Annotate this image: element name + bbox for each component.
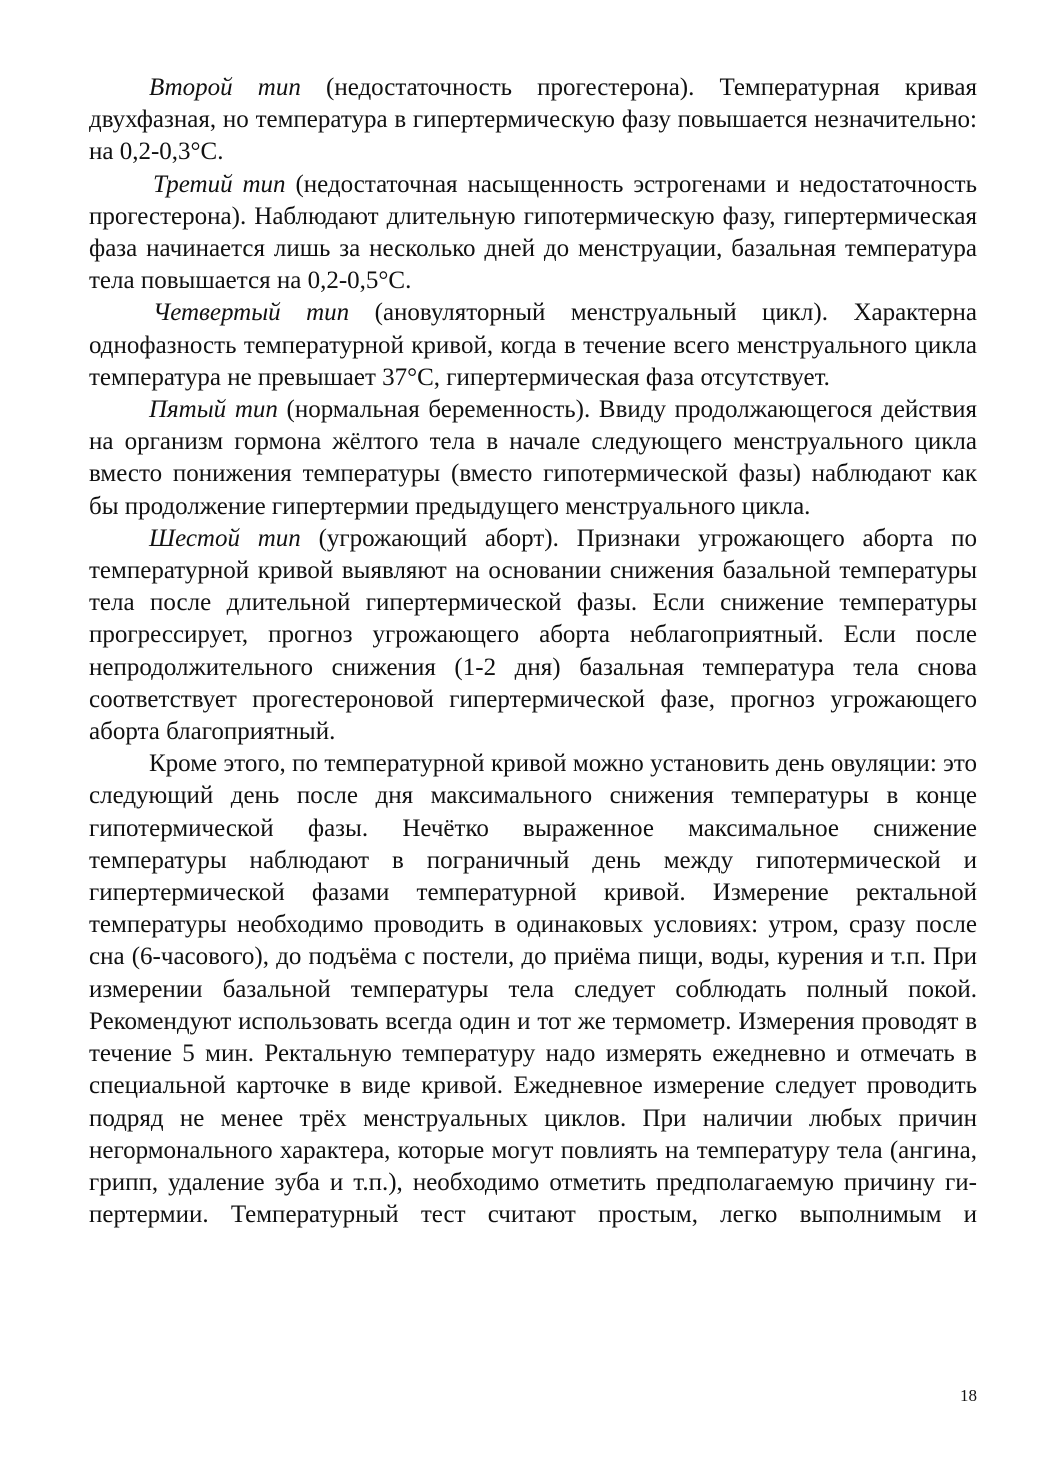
paragraph-body: (недостаточность прогестерона). Температурная кривая двухфазная, но температура в гипертермическую фазу повышается незначительно: на 0,2-0,3°С. bbox=[89, 74, 977, 166]
paragraph-type-6 bbox=[89, 523, 977, 748]
type-label: Шестой тип bbox=[149, 524, 301, 552]
paragraph-type-2 bbox=[89, 72, 977, 169]
type-label: Четвертый тип bbox=[153, 299, 350, 327]
paragraph-type-5 bbox=[89, 394, 977, 523]
body-text bbox=[89, 72, 977, 1231]
type-label: Второй тип bbox=[149, 74, 301, 101]
paragraph-body: (угрожающий аборт). Признаки угрожающего аборта по температурной кривой выявляют на основании снижения базальной температуры тела после длительной гипертермической фазы. Если снижение температуры прогрессирует, прогноз угрожающего аборта неблагоприятный. Если после непродолжительного снижения (1-2 дня) базальная температура тела снова соответствует прогестероновой гипертермической фазе, прогноз угрожающего аборта благоприятный. bbox=[89, 524, 978, 746]
paragraph-body: (ановуляторный менструальный цикл). Характерна однофазность температурной кривой, когда в течение всего менструального цикла температура не превышает 37°С, гипертермическая фаза отсутствует. bbox=[89, 299, 977, 391]
paragraph-body: (недостаточная насыщенность эстрогенами и недостаточность прогестерона). Наблюдают длительную гипотермическую фазу, гипертермическая фаза начинается лишь за несколько дней до менструации, базальная температура тела повышается на 0,2-0,5°С. bbox=[89, 170, 977, 295]
paragraph-type-3 bbox=[89, 169, 977, 298]
paragraph-body: Кроме этого, по температурной кривой можно установить день овуляции: это следующий день после дня максимального снижения температуры в конце гипотермической фазы. Нечётко выраженное максимальное снижение температуры наблюдают в пограничный день между гипотермической и гипертермической фазами температурной кривой. Измерение ректальной температуры необходимо проводить в одинаковых условиях: утром, сразу после сна (6-часового), до подъёма с постели, до приёма пищи, воды, курения и т.п. При измерении базальной температуры тела следует соблюдать полный покой. Рекомендуют использовать всегда один и тот же термометр. Измерения проводят в течение 5 мин. Ректальную температуру надо измерять ежедневно и отмечать в специальной карточке в виде кривой. Ежедневное измерение следует проводить подряд не менее трёх менструальных циклов. При наличии любых причин негормонального характера, которые могут повлиять на температуру тела (ангина, грипп, удаление зуба и т.п.), необходимо отметить предполагаемую причину гипертермии. Температурный тест считают простым, легко выполнимым и bbox=[89, 750, 977, 1229]
paragraph-ovulation bbox=[89, 748, 977, 1231]
page-number: 18 bbox=[960, 1386, 977, 1405]
type-label: Пятый тип bbox=[149, 396, 278, 424]
paragraph-type-4 bbox=[89, 297, 977, 394]
paragraph-body: (нормальная беременность). Ввиду продолжающегося действия на организм гормона жёлтого тела в начале следующего менструального цикла вместо понижения температуры (вместо гипотермической фазы) наблюдают как бы продолжение гипертермии предыдущего менструального цикла. bbox=[89, 396, 977, 520]
type-label: Третий тип bbox=[153, 170, 286, 198]
